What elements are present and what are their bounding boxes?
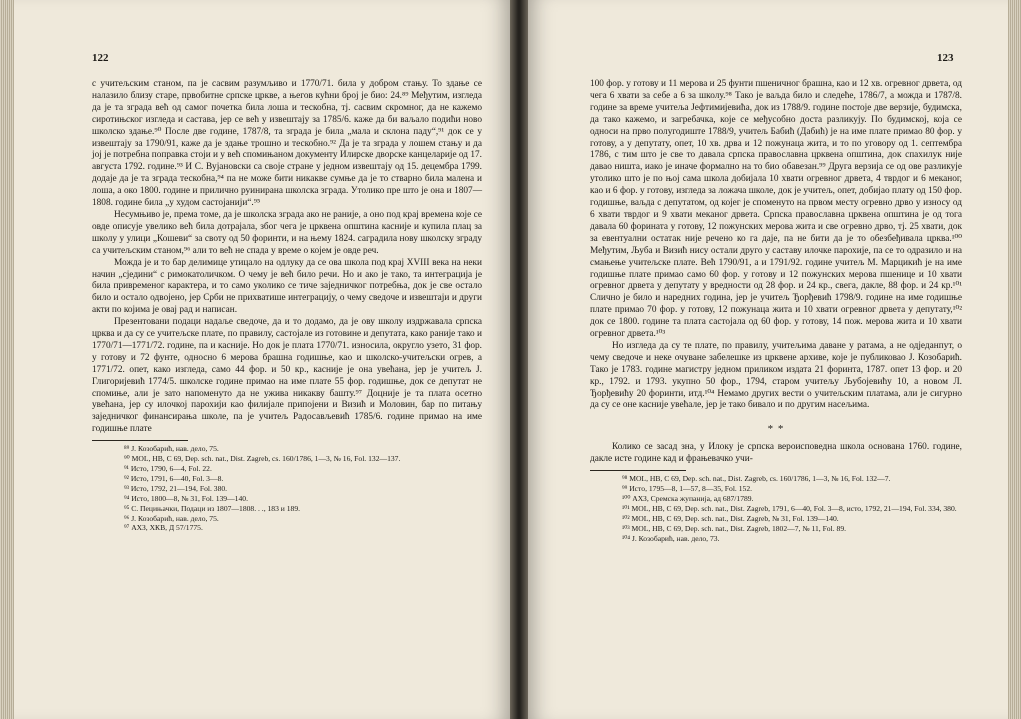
footnote: ¹⁰³ MOL, HB, C 69, Dep. sch. nat., Dist. Zagreb, 1802—7, № 11, Fol. 89. <box>622 523 847 533</box>
footnote: ⁹⁶ Ј. Козобарић, нав. дело, 75. <box>124 513 219 523</box>
right-page-body <box>590 79 962 544</box>
footnote-divider <box>92 440 188 441</box>
footnote: ⁹² Исто, 1791, 6—40, Fol. 3—8. <box>124 473 224 483</box>
right-page-number: 123 <box>937 52 954 64</box>
left-page-edge <box>0 0 14 719</box>
left-paragraph-4: Презентовани подаци надаље сведоче, да и то додамо, да је ову школу издржавала српска црква и да су се учитељске плате, по правилу, састојале из готовине и депутата, како раније тако и 1770/71—1771/72. године, па и касније. Но док је плата 1770/71. износила, округло узето, 31 фор. у готову и 72 фунте, односно 6 мерова брашна годишње, као и школско-учитељски огрев, а 1771/72. опет, како изгледа, само 44 фор. и 50 кр., касније је она увећана, јер је учитељ Ј. Глигоријевић 1774/5. школске године примао на име плате 55 фор. годишње, док се депутат не спомиње, али је зато напоменуто да не ужива никакву башту.⁹⁷ Доцније је та плата осетно увећана, јер су илочкој парохији као филијале припојени и Визић и Моловин, бар по питању заједничког финансирања школе, па је учитељ Радосављевић 1785/6. године примао на име годишње плате <box>92 317 482 435</box>
left-paragraph-2: Несумњиво је, према томе, да је школска зграда ако не раније, а оно под крај времена које се овде описује увелико већ била дотрајала, због чега је црквена општина касније и купила плац за школу у улици „Кошеви“ за своту од 50 форинти, и на њему 1824. саградила нову школску зграду са учитељским станом,⁹⁶ али то већ не спада у време о којем је овде реч. <box>92 209 482 256</box>
left-paragraph-1: с учитељским станом, па је сасвим разумљиво и 1770/71. била у добром стању. То здање се налазило близу старе, првобитне српске цркве, а његов кућни број је био: 24.⁸⁹ Међутим, изгледа да је та зграда већ од самог почетка била лоша и тескобна, тј. сасвим скромног, да не кажемо сиротињског изгледа и састава, јер се већ у извештају за 1785/6. каже да би ваљало подићи ново школско здање.⁹⁰ После две године, 1787/8, та зграда је била „мала и склона паду“,⁹¹ док се у извештају за 1790/91, каже да је здање трошно и тескобно.⁹² Да је та зграда у лошем стању и да јој је потребна поправка стоји и у већ спомињаном документу Илирске дворске канцеларије од 17. августа 1792. године.⁹³ И С. Вујановски са своје стране у једном извештају од 15. децембра 1799. додаје да је та зграда тескобна,⁹⁴ па не може бити никакве сумње да је то стварно била малена и лоша, а око 1800. године и прилично руинирана школска зграда. Утолико пре што је она и 1807—1808. године била „у худом састојанији“.⁹⁵ <box>92 79 482 209</box>
footnote: ⁸⁹ Ј. Козобарић, нав. дело, 75. <box>124 444 219 454</box>
right-page <box>528 0 1008 719</box>
right-page-edge <box>1008 0 1021 719</box>
footnote: ¹⁰⁰ АХЗ, Сремска жупанија, ад 687/1789. <box>622 494 754 503</box>
left-page <box>14 0 510 719</box>
left-page-body <box>92 79 482 533</box>
footnote: ⁹⁸ MOL, HB, C 69, Dep. sch. nat., Dist. Zagreb, cs. 160/1786, 1—3, № 16, Fol. 132—7. <box>622 474 891 484</box>
footnote: ¹⁰¹ MOL, HB, C 69, Dep. sch. nat., Dist. Zagreb, 1791, 6—40, Fol. 3—8, исто, 1792, 21—194, Fol. 334, 380. <box>622 503 957 513</box>
footnote: ⁹⁹ Исто, 1795—8, 1—57, 8—35, Fol. 152. <box>622 484 753 494</box>
section-break: * * <box>767 423 785 436</box>
footnote: ⁹⁴ Исто, 1800—8, № 31, Fol. 139—140. <box>124 493 248 503</box>
footnote: ⁹⁰ MOL, HB, C 69, Dep. sch. nat., Dist. Zagreb, cs. 160/1786, 1—3, № 16, Fol. 132—137. <box>124 454 401 464</box>
closing-paragraph: Колико се засад зна, у Илоку је српска вероисповедна школа основана 1760. године, дакле исте године кад и фрањевачко учи- <box>590 442 962 465</box>
footnote: ⁹³ Исто, 1792, 21—194, Fol. 380. <box>124 483 228 493</box>
right-paragraph-1: 100 фор. у готову и 11 мерова и 25 фунти пшеничног брашна, као и 12 хв. огревног дрвета, од чега 6 хвати за себе а 6 за школу.⁹⁸ Тако је ваљда било и следеће, 1786/7, а можда и 1787/8. године за време учитеља Јефтимијевића, док из 1788/9. године постоје две верзије, будимска, да тако кажемо, и загребачка, које се међусобно доста разликују. По будимској, која се односи на прво полугодиште 1788/9, учитељ Бабић (Дабић) је на име плате примао 80 фор. у готову, а у депутату, опет, 10 хв. дрва и 12 пожунаца жита, и то по уговору од 1. септембра 1786, с тим што је све то давала српска православна црквена општина, док спахилук није давао ништа, иако је иначе формално на то био обавезан.⁹⁹ Друга верзија се од ове разликује утолико што је по њој сама школа добијала 10 хвати огревног дрвета, 4 тврдог и 6 меканог, као и 6 фор. у готову, изгледа за ложача школе, док је учитељ, опет, добијао плату од 150 фор. годишње, ваљда с депутатом, од којег је споменуто на првом месту огревно дрво у износу од 6 хвати тврдог и 9 хвати меканог дрвета. Српска православна црквена општина је од тога давала 60 форината у готову, 12 пожунских мерова жита и све огревно дрво, тј. 25 хвати, док за евентуални остатак није речено ко га даје, па не бити да је то обезбеђивала црква.¹⁰⁰ Међутим, Љуба и Визић нису остали друго у саставу илочке парохије, па се то одразило и на смањење учитељске плате. Већ 1790/91, а и 1791/92. године учитељ М. Марцикић је на име годишње плате примао само 60 фор. у готову и 12 пожунских мерова пшенице и 10 хвати огревног дрвета у депутату у вредности од 28 фор. и 24 кр., свега, дакле, 88 фор. и 24 кр.¹⁰¹ Слично је било и наредних година, јер је учитељ Ђорђевић 1798/9. године на име годишње плате примао 70 фор. у готову, 12 пожунаца жита и 10 хвати огревног дрвета у депутату,¹⁰² док се 1800. године та плата састојала од 60 фор. у готову, 14 пож. мерова жита и 10 хвати огревног дрвета.¹⁰³ <box>590 79 962 340</box>
footnote: ¹⁰⁴ Ј. Козобарић, нав. дело, 73. <box>622 533 720 543</box>
right-paragraph-2: Но изгледа да су те плате, по правилу, учитељима даване у ратама, а не одједанпут, о чему сведоче и неке очуване забелешке из црквене архиве, које је публиковао Ј. Козобарић. Тако је 1783. године магистру једном приликом издата 21 форинта, 1787. опет 13 фор. и 20 кр., 1792. и 1793. укупно 50 фор., 1794, старом учитељу Љубојевићу 10, а новом Л. Ђорђевићу 20 форинти, итд.¹⁰⁴ Немамо других вести о учитељским платама, али је сигурно да су се оне касније увећале, јер је тако бивало и по другим насељима. <box>590 340 962 411</box>
book-gutter <box>510 0 528 719</box>
footnote: ¹⁰² MOL, HB, C 69, Dep. sch. nat., Dist. Zagreb, № 31, Fol. 139—140. <box>622 513 839 523</box>
left-paragraph-3: Можда је и то бар делимице утицало на одлуку да се ова школа под крај XVIII века на неки начин „сједини“ с римокатоличком. О чему је већ било речи. Но и ако је тако, та интеграција је била привременог карактера, и то само уколико се тиче заједничког потребња, док је све остало било и остало одвојено, јер Срби не прихватише интеграцију, о чему сведоче и извештаји и други акти по којима је овај рад и написан. <box>92 257 482 316</box>
left-page-number: 122 <box>92 52 109 64</box>
footnote: ⁹¹ Исто, 1790, 6—4, Fol. 22. <box>124 464 212 473</box>
footnote-divider <box>590 470 686 471</box>
footnote: ⁹⁵ С. Пецињачки, Подаци из 1807—1808. . ., 183 и 189. <box>124 503 301 513</box>
footnote: ⁹⁷ АХЗ, ХКВ, Д 57/1775. <box>124 523 203 533</box>
